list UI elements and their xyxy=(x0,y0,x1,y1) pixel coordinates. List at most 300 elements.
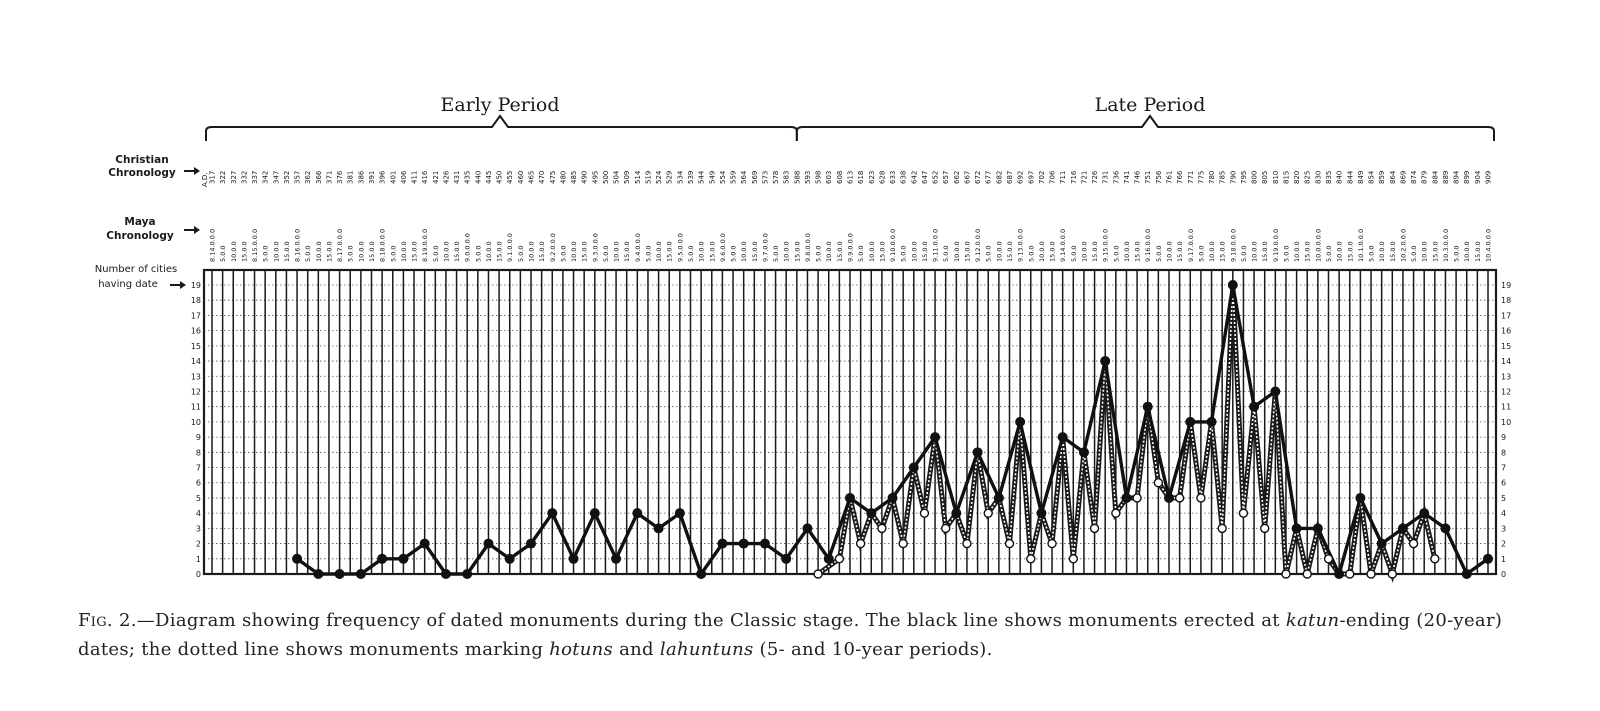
katun-point xyxy=(1185,417,1195,427)
maya-date-label: 15.0.0 xyxy=(793,241,802,262)
katun-point xyxy=(1270,386,1280,396)
early-period-label: Early Period xyxy=(440,94,560,116)
y-tick-label-left: 16 xyxy=(190,326,201,336)
y-tick-label-left: 10 xyxy=(190,417,201,427)
katun-point xyxy=(930,432,940,442)
christian-date-label: 869 xyxy=(1399,170,1408,184)
katun-point xyxy=(547,508,557,518)
christian-date-label: 652 xyxy=(931,170,940,184)
christian-date-label: 440 xyxy=(474,170,483,184)
y-tick-label-left: 18 xyxy=(190,296,201,306)
christian-date-label: 598 xyxy=(814,170,823,184)
christian-date-label: 500 xyxy=(601,170,610,184)
christian-date-label: 450 xyxy=(495,170,504,184)
y-tick-label-right: 11 xyxy=(1501,402,1512,412)
katun-point xyxy=(420,539,430,549)
christian-date-label: 435 xyxy=(463,170,472,184)
christian-date-label: 401 xyxy=(389,170,398,184)
christian-date-label: 539 xyxy=(687,170,695,184)
christian-date-label: 573 xyxy=(761,170,770,184)
christian-date-label: 849 xyxy=(1356,170,1365,184)
caption-text-1: —Diagram showing frequency of dated monuments during the Classic stage. The black line shows monuments erected at xyxy=(136,610,1286,631)
christian-date-label: 904 xyxy=(1473,170,1482,184)
christian-date-label: 475 xyxy=(548,170,557,184)
minor-point xyxy=(1091,524,1099,532)
katun-point xyxy=(398,554,408,564)
maya-date-label: 10.0.0 xyxy=(867,241,876,262)
maya-date-label: 5.0.0 xyxy=(559,245,568,262)
maya-date-label: 15.0.0 xyxy=(1261,241,1270,262)
y-tick-label-left: 5 xyxy=(195,493,201,503)
christian-date-label: 874 xyxy=(1410,170,1419,184)
katun-point xyxy=(1355,493,1365,503)
y-tick-label-right: 7 xyxy=(1501,463,1507,473)
katun-point xyxy=(1483,554,1493,564)
katun-point xyxy=(909,463,919,473)
christian-date-label: 751 xyxy=(1144,170,1153,184)
maya-date-label: 15.0.0 xyxy=(495,241,504,262)
maya-label-1: Maya xyxy=(124,216,156,228)
christian-date-label: 603 xyxy=(825,170,834,184)
y-tick-label-right: 16 xyxy=(1501,326,1512,336)
christian-date-label: 514 xyxy=(633,170,642,184)
christian-date-label: 623 xyxy=(867,170,876,184)
maya-date-label: 15.0.0 xyxy=(835,241,844,262)
maya-date-label: 9.3.0.0.0 xyxy=(591,233,600,262)
christian-date-label: 386 xyxy=(357,170,366,184)
maya-date-label: 9.18.0.0.0 xyxy=(1229,228,1238,262)
christian-date-label: 889 xyxy=(1441,170,1450,184)
maya-date-label: 9.13.0.0.0 xyxy=(1016,228,1025,262)
maya-date-label: 9.12.0.0.0 xyxy=(974,228,983,262)
maya-label-2: Chronology xyxy=(106,230,174,242)
christian-date-label: 431 xyxy=(453,170,462,184)
maya-date-label: 10.0.0 xyxy=(1208,241,1217,262)
christian-date-label: 519 xyxy=(644,170,653,184)
katun-point xyxy=(611,554,621,564)
christian-date-label: 800 xyxy=(1250,170,1259,184)
maya-date-label: 10.1.0.0.0 xyxy=(1356,228,1365,262)
minor-point xyxy=(942,524,950,532)
maya-date-label: 5.0.0 xyxy=(1239,245,1248,262)
christian-date-label: 485 xyxy=(570,170,579,184)
christian-date-label: 421 xyxy=(431,170,440,184)
christian-date-label: 647 xyxy=(920,170,929,184)
christian-date-label: 672 xyxy=(974,170,983,184)
christian-date-label: 618 xyxy=(857,170,866,184)
christian-date-label: 771 xyxy=(1186,170,1195,184)
maya-date-label: 9.16.0.0.0 xyxy=(1144,228,1153,262)
maya-date-label: 10.0.0.0.0 xyxy=(1314,228,1323,262)
minor-point xyxy=(1176,494,1184,502)
minor-point xyxy=(1154,479,1162,487)
maya-date-label: 10.0.0 xyxy=(570,241,579,262)
katun-point xyxy=(654,523,664,533)
christian-date-label: 687 xyxy=(1006,170,1014,184)
katun-point xyxy=(590,508,600,518)
christian-date-label: 844 xyxy=(1346,170,1355,184)
christian-date-label: 524 xyxy=(655,170,664,184)
maya-date-label: 5.0.0 xyxy=(1367,245,1376,262)
christian-date-label: 682 xyxy=(995,170,1004,184)
christian-date-label: 711 xyxy=(1059,170,1068,184)
christian-date-label: 352 xyxy=(282,170,291,184)
christian-date-label: 549 xyxy=(708,170,717,184)
period-bracket xyxy=(797,116,1494,141)
maya-date-label: 9.19.0.0.0 xyxy=(1271,228,1280,262)
maya-date-label: 10.0.0 xyxy=(952,241,961,262)
katun-point xyxy=(760,539,770,549)
y-tick-label-right: 13 xyxy=(1501,372,1512,382)
christian-date-label: 731 xyxy=(1101,170,1110,184)
y-tick-label-right: 19 xyxy=(1501,281,1512,290)
maya-date-label: 15.0.0 xyxy=(1006,241,1014,262)
y-tick-label-right: 5 xyxy=(1501,493,1507,503)
maya-date-label: 15.0.0 xyxy=(1048,241,1057,262)
maya-date-label: 9.11.0.0.0 xyxy=(931,228,940,262)
christian-date-label: 460 xyxy=(516,170,525,184)
christian-date-label: 805 xyxy=(1261,170,1270,184)
katun-point xyxy=(632,508,642,518)
christian-date-label: 445 xyxy=(484,170,493,184)
christian-date-label: 854 xyxy=(1367,170,1376,184)
christian-date-label: 642 xyxy=(910,170,919,184)
y-tick-label-right: 10 xyxy=(1501,417,1512,427)
y-tick-label-right: 18 xyxy=(1501,296,1512,306)
katun-point xyxy=(1164,493,1174,503)
christian-date-label: 465 xyxy=(527,170,536,184)
christian-date-label: 554 xyxy=(718,170,727,184)
maya-date-label: 5.0.0 xyxy=(601,245,610,262)
minor-point xyxy=(963,540,971,548)
maya-date-label: 8.15.0.0.0 xyxy=(251,228,260,262)
maya-date-label: 10.0.0 xyxy=(229,241,238,262)
y-tick-label-right: 15 xyxy=(1501,341,1512,351)
caption-text-2: -ending (20-year) dates; the dotted line shows monuments marking xyxy=(78,610,1503,660)
christian-date-label: 416 xyxy=(421,170,430,184)
y-tick-labels xyxy=(191,281,1511,579)
y-tick-label-left: 19 xyxy=(190,281,201,290)
maya-date-label: 5.0.0 xyxy=(984,245,993,262)
maya-date-label: 15.0.0 xyxy=(1388,241,1397,262)
maya-date-label: 15.0.0 xyxy=(708,241,717,262)
maya-date-label: 9.15.0.0.0 xyxy=(1101,228,1110,262)
christian-date-label: 559 xyxy=(729,170,738,184)
katun-point xyxy=(1143,402,1153,412)
christian-date-label: 761 xyxy=(1165,170,1174,184)
maya-date-label: 15.0.0 xyxy=(1473,241,1482,262)
arrow-icon xyxy=(184,226,200,234)
christian-date-label: 608 xyxy=(835,170,844,184)
christian-date-label: 790 xyxy=(1229,170,1238,184)
christian-date-label: 716 xyxy=(1069,170,1078,184)
maya-date-label: 5.0.0 xyxy=(772,245,781,262)
christian-date-label: 894 xyxy=(1452,170,1461,184)
christian-date-label: 721 xyxy=(1080,170,1089,184)
christian-date-label: 706 xyxy=(1048,170,1057,184)
katun-point xyxy=(313,569,323,579)
katun-point xyxy=(526,539,536,549)
christian-date-label: 677 xyxy=(984,170,993,184)
maya-date-label: 5.0.0 xyxy=(219,245,228,262)
maya-date-label: 5.0.0 xyxy=(346,245,355,262)
maya-date-label: 15.0.0 xyxy=(282,241,291,262)
maya-date-label: 10.0.0 xyxy=(272,241,281,262)
katun-point xyxy=(888,493,898,503)
maya-date-label: 5.0.0 xyxy=(1452,245,1461,262)
maya-date-label: 9.14.0.0.0 xyxy=(1059,228,1068,262)
y-tick-label-right: 4 xyxy=(1501,509,1507,519)
maya-date-label: 8.19.0.0.0 xyxy=(421,228,430,262)
y-tick-label-left: 15 xyxy=(190,341,201,351)
katun-point xyxy=(1462,569,1472,579)
caption-text-3: (5- and 10-year periods). xyxy=(753,639,993,660)
maya-date-label: 5.0.0 xyxy=(431,245,440,262)
maya-date-label: 9.1.0.0.0 xyxy=(506,233,515,262)
maya-date-label: 10.0.0 xyxy=(612,241,621,262)
katun-point xyxy=(866,508,876,518)
christian-date-label: 780 xyxy=(1208,170,1217,184)
katun-point xyxy=(994,493,1004,503)
christian-date-label: 578 xyxy=(772,170,781,184)
minor-point xyxy=(1027,555,1035,563)
christian-date-label: 411 xyxy=(410,170,419,184)
christian-date-label: 702 xyxy=(1037,170,1046,184)
katun-point xyxy=(824,554,834,564)
y-tick-label-right: 2 xyxy=(1501,539,1507,549)
period-bracket xyxy=(206,116,797,141)
minor-point xyxy=(1048,540,1056,548)
y-tick-label-right: 6 xyxy=(1501,478,1507,488)
maya-date-label: 9.4.0.0.0 xyxy=(633,233,642,262)
christian-date-label: 529 xyxy=(665,170,674,184)
maya-date-label: 5.0.0 xyxy=(474,245,483,262)
maya-date-label: 5.0.0 xyxy=(1410,245,1419,262)
christian-date-label: 628 xyxy=(878,170,887,184)
christian-date-label: 391 xyxy=(368,170,376,184)
minor-point xyxy=(857,540,865,548)
minor-point xyxy=(1218,524,1226,532)
katun-point xyxy=(1036,508,1046,518)
christian-date-label: 362 xyxy=(304,170,313,184)
maya-date-label: 15.0.0 xyxy=(963,241,972,262)
y-tick-label-left: 8 xyxy=(195,448,201,458)
maya-date-label: 15.0.0 xyxy=(580,241,589,262)
christian-date-label: 909 xyxy=(1484,170,1493,184)
maya-date-label: 15.0.0 xyxy=(325,241,334,262)
christian-date-label: 736 xyxy=(1112,170,1121,184)
maya-date-label: 10.0.0 xyxy=(910,241,919,262)
minor-point xyxy=(984,509,992,517)
maya-date-label: 15.0.0 xyxy=(623,241,632,262)
maya-date-label: 8.16.0.0.0 xyxy=(293,228,302,262)
christian-date-label: 342 xyxy=(261,170,270,184)
katun-point xyxy=(1228,280,1238,290)
maya-date-label: 5.0.0 xyxy=(516,245,525,262)
maya-date-label: 10.0.0 xyxy=(1122,241,1131,262)
katun-point xyxy=(483,539,493,549)
caption-hotuns: hotuns xyxy=(549,639,614,660)
christian-date-label: 864 xyxy=(1388,170,1397,184)
katun-point xyxy=(1313,523,1323,533)
maya-date-label: 9.9.0.0.0 xyxy=(846,233,855,262)
christian-date-label: 332 xyxy=(240,170,249,184)
christian-date-label: 544 xyxy=(697,170,706,184)
period-brackets xyxy=(206,94,1494,141)
maya-date-label: 10.0.0 xyxy=(1293,241,1302,262)
maya-date-label: 9.5.0.0.0 xyxy=(676,233,685,262)
christian-date-label: 879 xyxy=(1420,170,1429,184)
minor-point xyxy=(814,570,822,578)
christian-date-label: 480 xyxy=(559,170,568,184)
y-tick-label-left: 11 xyxy=(190,402,201,412)
christian-date-label: 613 xyxy=(846,170,855,184)
maya-date-label: 5.0.0 xyxy=(814,245,823,262)
minor-point xyxy=(1239,509,1247,517)
minor-point xyxy=(1006,540,1014,548)
minor-point xyxy=(1133,494,1141,502)
maya-date-label: 8.17.0.0.0 xyxy=(336,228,345,262)
maya-date-label: 10.0.0 xyxy=(825,241,834,262)
christian-date-label: 692 xyxy=(1016,170,1025,184)
maya-date-label: 10.0.0 xyxy=(314,241,323,262)
katun-point xyxy=(802,523,812,533)
katun-point xyxy=(335,569,345,579)
maya-date-label: 10.0.0 xyxy=(1080,241,1089,262)
christian-date-label: 899 xyxy=(1463,170,1472,184)
minor-point xyxy=(1367,570,1375,578)
caption-fig-number: Fig. 2. xyxy=(78,610,137,631)
katun-point xyxy=(1440,523,1450,533)
christian-date-label: 406 xyxy=(399,170,408,184)
katun-point xyxy=(377,554,387,564)
y-tick-label-left: 9 xyxy=(195,433,201,443)
katun-point xyxy=(356,569,366,579)
maya-date-label: 5.0.0 xyxy=(1325,245,1333,262)
date-rows xyxy=(209,170,1493,262)
christian-date-label: 455 xyxy=(506,170,515,184)
christian-label-1: Christian xyxy=(115,154,169,166)
maya-date-label: 15.0.0 xyxy=(1303,241,1312,262)
minor-point xyxy=(1112,509,1120,517)
christian-date-label: 583 xyxy=(782,170,791,184)
y-tick-label-left: 6 xyxy=(195,478,201,488)
christian-date-label: 337 xyxy=(251,170,260,184)
maya-date-label: 10.0.0 xyxy=(697,241,706,262)
christian-date-label: 396 xyxy=(378,170,387,184)
minor-point xyxy=(1069,555,1077,563)
maya-date-label: 10.0.0 xyxy=(740,241,749,262)
katun-point xyxy=(696,569,706,579)
maya-date-label: 10.0.0 xyxy=(484,241,493,262)
christian-date-label: 756 xyxy=(1154,170,1163,184)
katun-point xyxy=(1100,356,1110,366)
minor-point xyxy=(899,540,907,548)
maya-date-label: 10.0.0 xyxy=(1037,241,1046,262)
maya-date-label: 15.0.0 xyxy=(878,241,887,262)
y-tick-label-left: 7 xyxy=(195,463,201,473)
christian-date-label: 593 xyxy=(803,170,812,184)
y-tick-label-left: 1 xyxy=(195,554,201,564)
christian-date-label: 317 xyxy=(208,170,217,184)
christian-date-label: 495 xyxy=(591,170,600,184)
maya-date-label: 15.0.0 xyxy=(453,241,462,262)
katun-point xyxy=(739,539,749,549)
katun-point xyxy=(781,554,791,564)
christian-date-label: 381 xyxy=(346,170,355,184)
maya-date-label: 15.0.0 xyxy=(1431,241,1440,262)
christian-date-label: 884 xyxy=(1431,170,1440,184)
christian-date-label: 726 xyxy=(1091,170,1100,184)
katun-point xyxy=(951,508,961,518)
arrow-icon xyxy=(184,167,200,175)
christian-date-label: 327 xyxy=(229,170,238,184)
maya-date-label: 5.0.0 xyxy=(857,245,866,262)
maya-date-label: 15.0.0 xyxy=(368,241,376,262)
katun-point xyxy=(1398,523,1408,533)
maya-date-label: 10.0.0 xyxy=(357,241,366,262)
maya-date-label: 10.0.0 xyxy=(442,241,451,262)
maya-date-label: 9.8.0.0.0 xyxy=(803,233,812,262)
katun-point xyxy=(1292,523,1302,533)
maya-date-label: 5.0.0 xyxy=(1069,245,1078,262)
maya-date-label: 9.0.0.0.0 xyxy=(463,233,472,262)
christian-date-label: 633 xyxy=(889,170,898,184)
y-tick-label-right: 12 xyxy=(1501,387,1512,397)
christian-date-label: 859 xyxy=(1378,170,1387,184)
maya-date-label: 15.0.0 xyxy=(1346,241,1355,262)
ad-label: A.D. xyxy=(201,172,209,187)
christian-date-label: 638 xyxy=(899,170,908,184)
maya-date-label: 10.0.0 xyxy=(1165,241,1174,262)
maya-date-label: 5.0.0 xyxy=(1112,245,1121,262)
maya-date-label: 8.14.0.0.0 xyxy=(208,228,217,262)
maya-date-label: 10.3.0.0.0 xyxy=(1441,228,1450,262)
maya-date-label: 10.0.0 xyxy=(1250,241,1259,262)
maya-date-label: 9.6.0.0.0 xyxy=(718,233,727,262)
katun-point xyxy=(1121,493,1131,503)
maya-date-label: 15.0.0 xyxy=(920,241,929,262)
caption-lahuntuns: lahuntuns xyxy=(659,639,754,660)
maya-date-label: 15.0.0 xyxy=(538,241,547,262)
maya-date-label: 15.0.0 xyxy=(665,241,674,262)
katun-point xyxy=(1207,417,1217,427)
figure-caption xyxy=(78,606,1548,664)
maya-date-label: 15.0.0 xyxy=(410,241,419,262)
maya-date-label: 15.0.0 xyxy=(240,241,249,262)
maya-date-label: 15.0.0 xyxy=(750,241,759,262)
y-tick-label-right: 9 xyxy=(1501,433,1507,443)
maya-date-label: 9.17.0.0.0 xyxy=(1186,228,1195,262)
caption-and: and xyxy=(613,639,660,660)
minor-point xyxy=(1261,524,1269,532)
christian-date-label: 815 xyxy=(1282,170,1291,184)
y-tick-label-right: 0 xyxy=(1501,570,1507,579)
maya-date-label: 10.2.0.0.0 xyxy=(1399,228,1408,262)
maya-date-label: 15.0.0 xyxy=(1218,241,1227,262)
y-tick-label-right: 3 xyxy=(1501,524,1507,534)
katun-point xyxy=(1079,447,1089,457)
minor-point xyxy=(1325,555,1333,563)
christian-date-label: 746 xyxy=(1133,170,1142,184)
maya-date-label: 5.0.0 xyxy=(1027,245,1036,262)
y-tick-label-left: 12 xyxy=(190,387,201,397)
maya-date-label: 5.0.0 xyxy=(729,245,738,262)
maya-date-label: 5.0.0 xyxy=(389,245,398,262)
maya-date-label: 10.0.0 xyxy=(399,241,408,262)
minor-point xyxy=(1282,570,1290,578)
y-tick-label-left: 17 xyxy=(190,311,201,321)
